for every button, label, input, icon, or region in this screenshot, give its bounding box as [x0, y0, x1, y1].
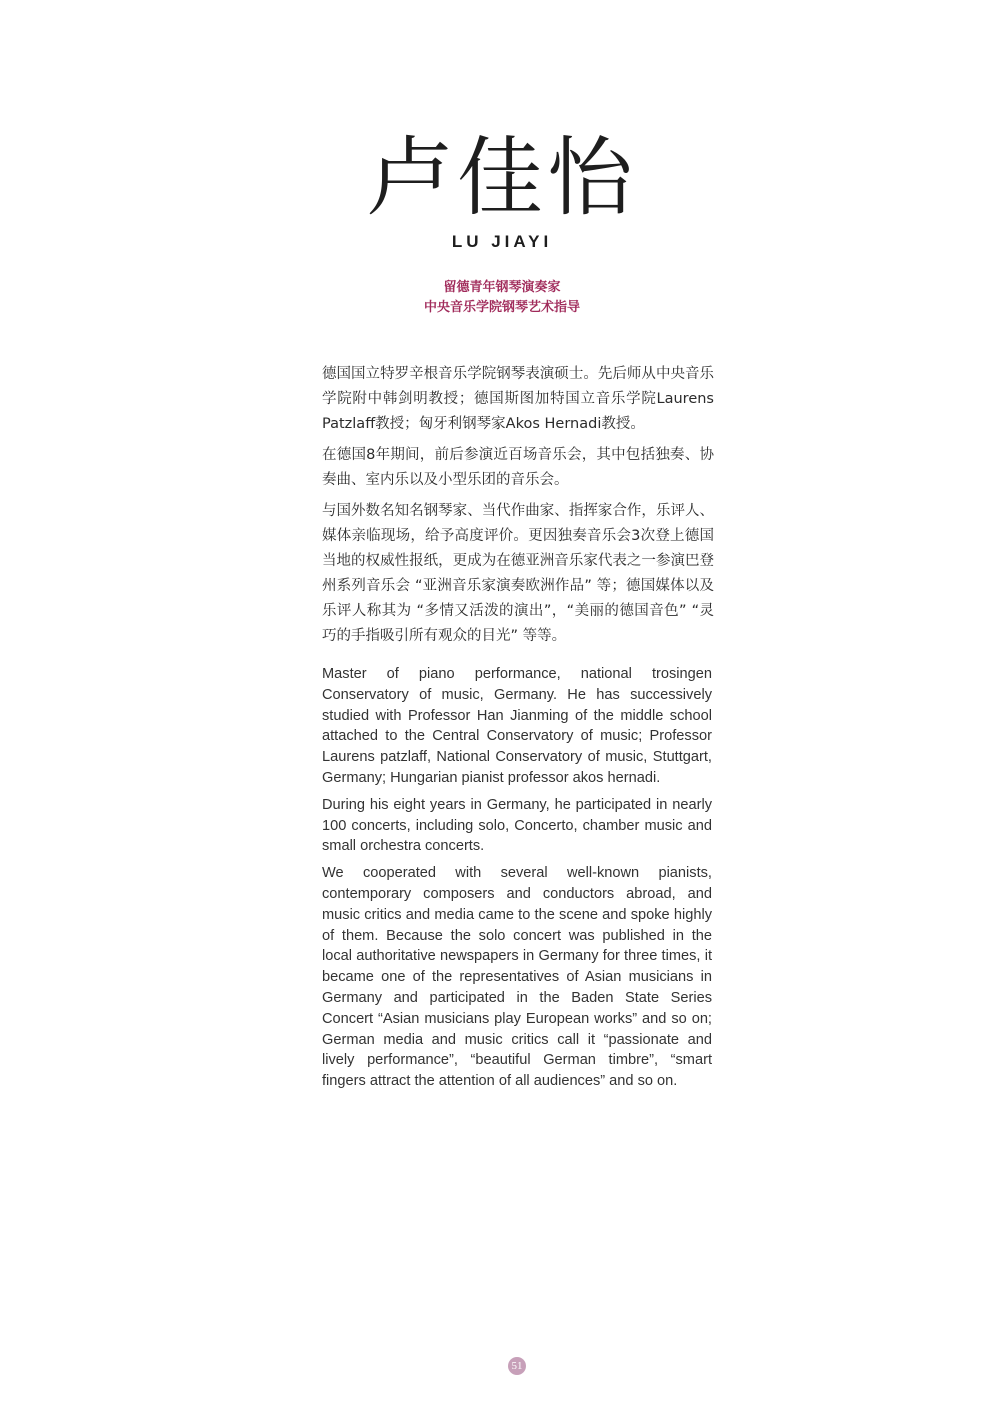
en-paragraph: We cooperated with several well-known pianists, contemporary composers and conductors abroad, and music critics and media came to the scene and spoke highly of them. Because the solo concert was published in the local authoritative newspapers in Germany for three times, it became one of the representatives of Asian musicians in Germany and participated in the Baden State Series Concert “Asian musicians play European works” and so on; German media and music critics call it “passionate and lively performance”, “beautiful German timbre”, “smart fingers attract the attention of all audiences” and so on.: [322, 865, 712, 1090]
chinese-biography: [322, 362, 714, 655]
subtitle-line: 中央音乐学院钢琴艺术指导: [423, 300, 580, 315]
english-biography: [322, 664, 712, 1098]
name-english: LU JIAYI: [451, 232, 553, 251]
en-paragraph: During his eight years in Germany, he participated in nearly 100 concerts, including solo, Concerto, chamber music and small orchestra concerts.: [322, 796, 712, 855]
subtitle-line: 留德青年钢琴演奏家: [443, 280, 561, 295]
cn-paragraph: 在德国8年期间，前后参演近百场音乐会，其中包括独奏、协奏曲、室内乐以及小型乐团的音乐会。: [322, 447, 714, 488]
en-paragraph: Master of piano performance, national trosingen Conservatory of music, Germany. He has successively studied with Professor Han Jianming of the middle school attached to the Central Conservatory of music; Professor Laurens patzlaff, National Conservatory of music, Stuttgart, Germany; Hungarian pianist professor akos hernadi.: [322, 666, 712, 786]
subtitle-block: [0, 278, 1004, 318]
name-chinese: 卢佳怡: [367, 128, 637, 228]
cn-paragraph: 与国外数名知名钢琴家、当代作曲家、指挥家合作，乐评人、媒体亲临现场，给予高度评价。更因独奏音乐会3次登上德国当地的权威性报纸，更成为在德亚洲音乐家代表之一参演巴登州系列音乐会 “亚洲音乐家演奏欧洲作品” 等；德国媒体以及乐评人称其为 “多情又活泼的演出”，“美丽的德国音色” “灵巧的手指吸引所有观众的目光” 等等。: [322, 503, 714, 644]
cn-paragraph: 德国国立特罗辛根音乐学院钢琴表演硕士。先后师从中央音乐学院附中韩剑明教授；德国斯图加特国立音乐学院Laurens Patzlaff教授；匈牙利钢琴家Akos Hernadi教授。: [322, 366, 714, 432]
page-number-badge: 51: [508, 1357, 526, 1375]
